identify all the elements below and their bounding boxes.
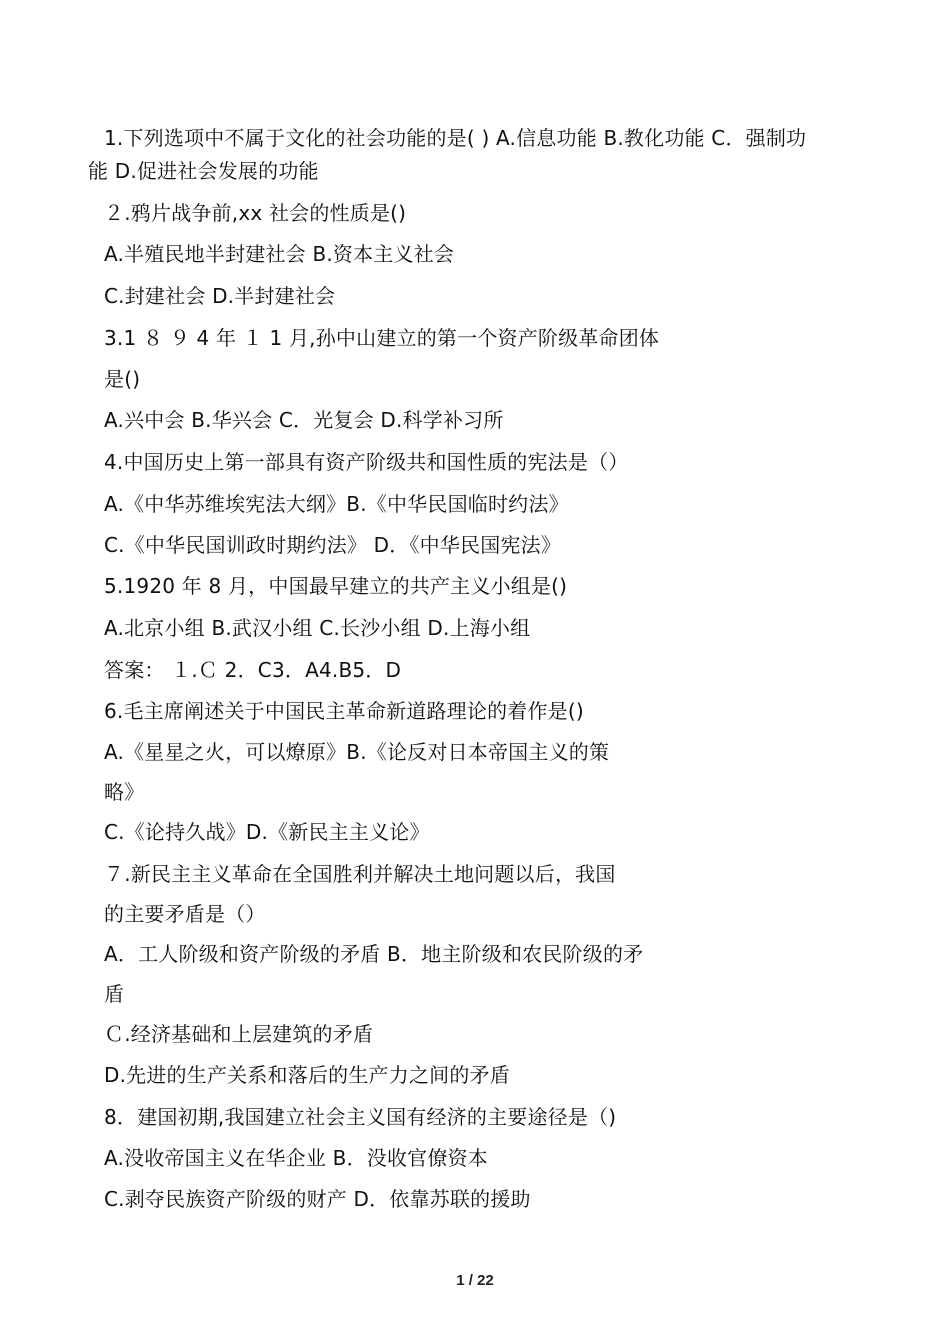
question-1-line-2: 能 D.促进社会发展的功能 xyxy=(88,159,319,183)
question-7-option-d: D.先进的生产关系和落后的生产力之间的矛盾 xyxy=(104,1063,510,1087)
question-4-options-cd: C.《中华民国训政时期约法》 D．《中华民国宪法》 xyxy=(104,533,562,557)
question-5-text: 5.1920 年 8 月，中国最早建立的共产主义小组是() xyxy=(104,574,568,598)
question-1-line-1: 1.下列选项中不属于文化的社会功能的是( ) A.信息功能 B.教化功能 C．强制功 xyxy=(104,126,807,150)
question-6-options-cd: C.《论持久战》D.《新民主主义论》 xyxy=(104,820,430,844)
question-2-options-ab: A.半殖民地半封建社会 B.资本主义社会 xyxy=(104,242,455,266)
question-6-options-ab: A.《星星之火，可以燎原》B.《论反对日本帝国主义的策 xyxy=(104,740,610,764)
question-8-options-ab: A.没收帝国主义在华企业 B．没收官僚资本 xyxy=(104,1146,488,1170)
question-7-line-1: ７.新民主主义革命在全国胜利并解决土地问题以后，我国 xyxy=(104,862,616,886)
question-7-options-ab: A．工人阶级和资产阶级的矛盾 B．地主阶级和农民阶级的矛 xyxy=(104,942,644,966)
question-7-option-c: Ｃ.经济基础和上层建筑的矛盾 xyxy=(104,1022,374,1046)
page-number: 1 / 22 xyxy=(456,1272,494,1289)
question-2-text: ２.鸦片战争前,xx 社会的性质是() xyxy=(104,201,407,225)
question-7-options-ab-cont: 盾 xyxy=(104,982,125,1006)
question-6-options-ab-cont: 略》 xyxy=(104,780,145,804)
question-2-options-cd: C.封建社会 D.半封建社会 xyxy=(104,284,336,308)
question-3-line-1: 3.1 ８ ９ 4 年 １ 1 月,孙中山建立的第一个资产阶级革命团体 xyxy=(104,326,660,350)
question-4-options-ab: A.《中华苏维埃宪法大纲》B.《中华民国临时约法》 xyxy=(104,492,569,516)
question-7-line-2: 的主要矛盾是（） xyxy=(104,902,266,926)
question-8-text: 8．建国初期,我国建立社会主义国有经济的主要途径是（) xyxy=(104,1105,617,1129)
question-8-options-cd: C.剥夺民族资产阶级的财产 D．依靠苏联的援助 xyxy=(104,1187,531,1211)
question-6-text: 6.毛主席阐述关于中国民主革命新道路理论的着作是() xyxy=(104,699,584,723)
question-3-options: A.兴中会 B.华兴会 C．光复会 D.科学补习所 xyxy=(104,408,504,432)
answers-line: 答案： １.Ｃ 2．C3．A4.B5．D xyxy=(104,658,402,682)
question-4-text: 4.中国历史上第一部具有资产阶级共和国性质的宪法是（） xyxy=(104,450,629,474)
question-5-options: A.北京小组 B.武汉小组 C.长沙小组 D.上海小组 xyxy=(104,616,531,640)
question-3-line-2: 是() xyxy=(104,367,141,391)
